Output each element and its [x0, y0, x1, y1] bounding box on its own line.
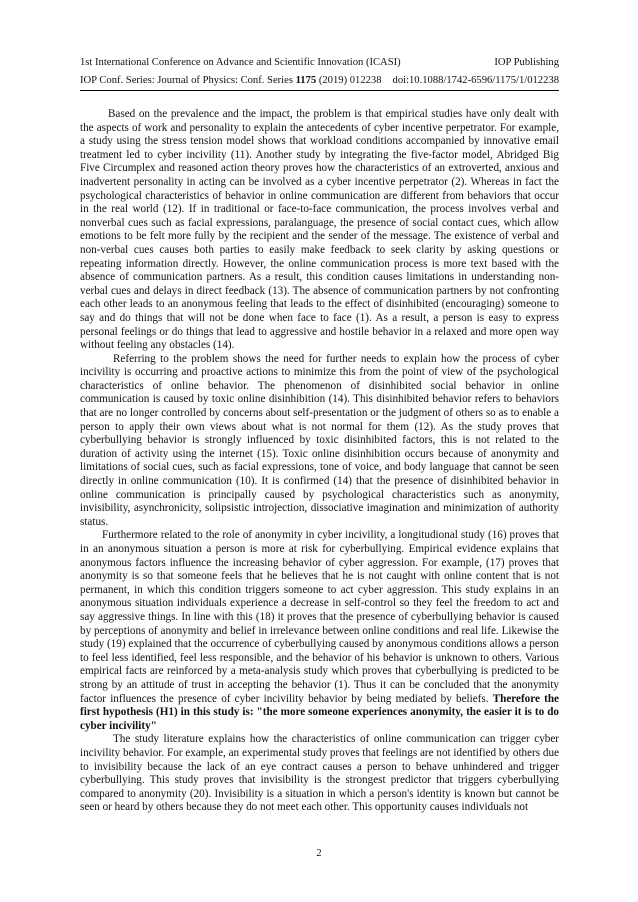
header-rule: [80, 90, 559, 91]
paragraph-4: [80, 733, 559, 815]
series-prefix: IOP Conf. Series: Journal of Physics: Conf. Series: [80, 75, 296, 86]
series-suffix: (2019) 012238: [316, 75, 382, 86]
publisher-name: IOP Publishing: [494, 57, 559, 68]
paragraph-2: [80, 353, 559, 530]
conference-name: 1st International Conference on Advance and Scientific Innovation (ICASI): [80, 57, 401, 68]
volume-number: 1175: [295, 75, 317, 86]
body-text: [80, 108, 559, 815]
paragraph-3: [80, 529, 559, 733]
hypothesis-statement: Therefore the first hypothesis (H1) in this study is: "the more someone experiences anonymity, the easier it is to do cyber incivility": [80, 692, 559, 732]
series-citation: [80, 74, 382, 87]
page-number: 2: [316, 848, 322, 859]
paragraph-text: The study literature explains how the characteristics of online communication can trigger cyber incivility behavior. For example, an experimental study proves that feelings are not identified by others due to invisibility because the lack of an eye contract causes a person to behave unhindered and trigger cyberbullying. This study proves that invisibility is the strongest predictor that triggers cyberbullying compared to anonymity (20). Invisibility is a situation in which a person's identity is known but cannot be seen or heard by others because they do not meet each other. This opportunity causes individuals not: [80, 733, 559, 814]
paragraph-text: Referring to the problem shows the need for further needs to explain how the process of cyber incivility is occurring and proactive actions to minimize this from the point of view of the psychological characteristics of online behavior. The phenomenon of disinhibited social behavior in online communication is caused by toxic online disinhibition (14). This disinhibited behavior refers to behaviors that are no longer controlled by concerns about self-presentation or the judgment of others so as to enable a person to apply their own views about what is not normal for them (12). As the study proves that cyberbullying behavior is strongly influenced by toxic disinhibited factors, this is not related to the duration of activity using the internet (15). Toxic online disinhibition occurs because of anonymity and limitations of social cues, such as facial expressions, tone of voice, and body language that cannot be seen directly in online communication (10). It is confirmed (14) that the presence of disinhibited behavior in online communication is principally caused by psychological characteristics such as anonymity, invisibility, asynchronicity, solipsistic introjection, dissociative imagination and minimization of authority status.: [80, 352, 559, 528]
header-row-1: [80, 56, 559, 69]
doi-link[interactable]: doi:10.1088/1742-6596/1175/1/012238: [392, 75, 559, 86]
paragraph-text: Furthermore related to the role of anonymity in cyber incivility, a longitudional study (16) proves that in an anonymous situation a person is more at risk for cyberbullying. Empirical evidence explains that anonymous factors influence the increasing behavior of cyber aggression. For example, (17) proves that anonymity is so that someone feels that he believes that he is not caught with online content that is not permanent, in which this condition triggers someone to act cyber aggression. This study explains in an anonymous situation individuals experience a decrease in self-control so they feel the freedom to act and say aggressive things. In line with this (18) it proves that the presence of cyberbullying behavior is caused by perceptions of anonymity and belief in irrelevance between online conditions and real life. Likewise the study (19) explained that the occurrence of cyberbullying caused by anonymous conditions allows a person to feel less identified, feel less responsible, and the behavior of his behavior is unknown to others. Various empirical facts are reinforced by a meta-analysis study which proves that cyberbullying is predicted to be strong by an attitude of trust in accepting the behavior (1). Thus it can be concluded that the anonymity factor influences the presence of cyber incivility behavior by being mediated by beliefs.: [80, 529, 559, 705]
paragraph-text: Based on the prevalence and the impact, the problem is that empirical studies have only dealt with the aspects of work and personality to explain the antecedents of cyber incentive perpetrator. For example, a study using the stress tension model shows that workload conditions accompanied by innovative email treatment led to cyber incivility (11). Another study by integrating the five-factor model, Abridged Big Five Circumplex and reasoned action theory proves how the characteristics of an extroverted, anxious and inadvertent personality in acting can be involved as a cyber incentive perpetrator (2). Whereas in fact the psychological characteristics of behavior in online communication are different from behaviors that occur in the real world (12). If in traditional or face-to-face communication, the process involves verbal and nonverbal cues such as facial expressions, paralanguage, the presence of social contact cues, which allow emotions to be felt more fully by the recipient and the sender of the message. The existence of verbal and non-verbal cues causes both parties to easily make feedback to seek clarity by asking questions or repeating information directly. However, the online communication process is more text based with the absence of communication partners. As a result, this condition causes limitations in understanding non-verbal cues and delays in direct feedback (13). The absence of communication partners by not confronting each other leads to an anonymous feeling that leads to the effect of disinhibited (encouraging) someone to say and do things that will not be done when face to face (1). As a result, a person is easy to express personal feelings or do things that lead to aggressive and hostile behavior in a relaxed and more open way without feeling any obstacles (14).: [80, 108, 559, 352]
header-row-2: [80, 74, 559, 87]
paragraph-1: [80, 108, 559, 353]
running-header: [80, 56, 559, 91]
